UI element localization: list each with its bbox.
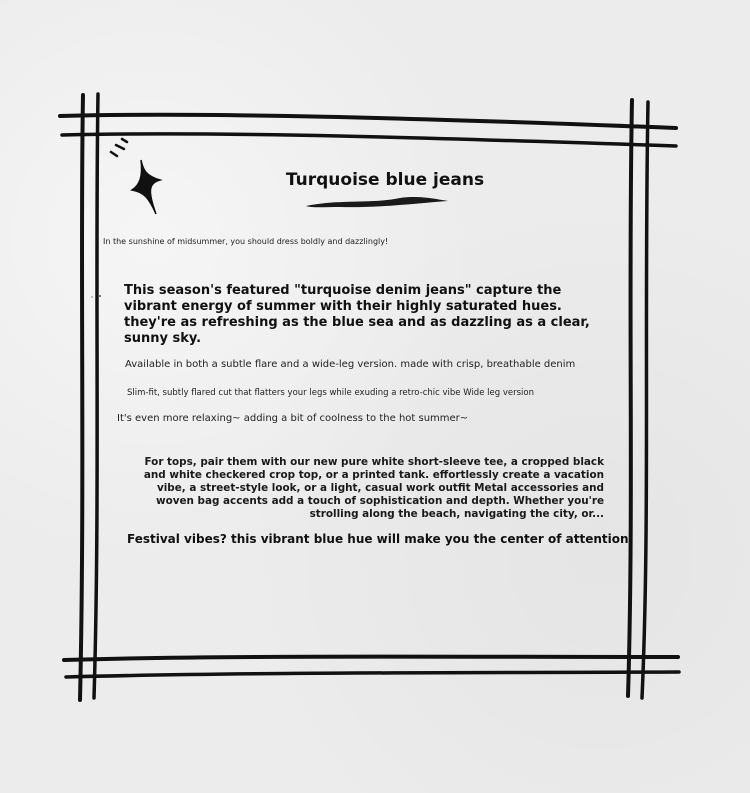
styling-paragraph: For tops, pair them with our new pure white short-sleeve tee, a cropped black and white checkered crop top, or a printed tank. effortlessly create a vacation vibe, a street-style look, or a light, casual work outfit Metal accessories and woven bag accents add a touch of sophistication and depth. Whether you're strolling along the beach, navigating the city, or... [143, 456, 604, 520]
lead-paragraph: This season's featured "turquoise denim jeans" capture the vibrant energy of summer with their highly saturated hues. they're as refreshing as the blue sea and as dazzling as a clear, sunny sky. [124, 283, 590, 346]
page-title: Turquoise blue jeans [285, 170, 485, 190]
fit-options-line: Available in both a subtle flare and a wide-leg version. made with crisp, breathable denim [125, 359, 576, 370]
wide-leg-line: It's even more relaxing~ adding a bit of coolness to the hot summer~ [117, 413, 469, 424]
brush-underline [306, 197, 448, 207]
sparkle-star-icon [111, 139, 160, 214]
intro-text: In the sunshine of midsummer, you should dress boldly and dazzlingly! [103, 237, 389, 246]
slim-fit-line: Slim-fit, subtly flared cut that flatters your legs while exuding a retro-chic vibe Wide leg version [127, 388, 534, 398]
festival-line: Festival vibes? this vibrant blue hue will make you the center of attention. [127, 532, 634, 546]
